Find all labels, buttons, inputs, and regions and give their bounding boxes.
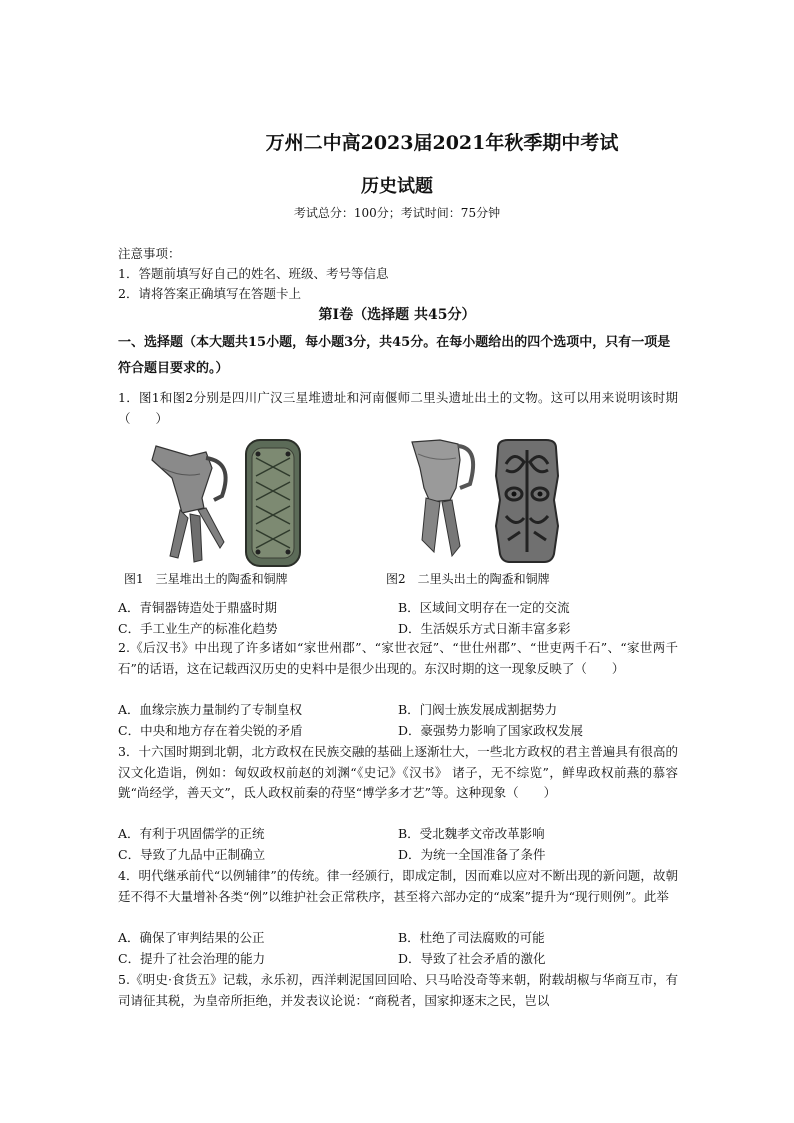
volume-title: 第Ⅰ卷（选择题 共45分） [318,307,476,323]
exam-title: 万州二中高2023届2021年秋季期中考试 [265,132,619,154]
option-b: B．区域间文明存在一定的交流 [398,600,570,615]
option-a: A．血缘宗族力量制约了专制皇权 [118,702,303,717]
question-2-stem: 2.《后汉书》中出现了许多诸如“家世州郡”、“家世衣冠”、“世仕州郡”、“世吏两千石”、“家世两千石”的话语，这在记载西汉历史的史料中是很少出现的。东汉时期的这一现象反映了（ ） [118,640,678,676]
option-d: D．豪强势力影响了国家政权发展 [398,722,584,738]
section-title: 一、选择题（本大题共15小题，每小题3分，共45分。在每小题给出的四个选项中，只有一项是符合题目要求的。） [118,335,671,376]
question-5-stem: 5.《明史·食货五》记载，永乐初，西洋剌泥国回回哈、只马哈没奇等来朝，附载胡椒与华商互市，有司请征其税，为皇帝所拒绝，并发表议论说：“商税者，国家抑逐末之民，岂以 [118,972,678,1008]
exam-info: 考试总分：100分；考试时间：75分钟 [293,206,501,220]
pottery-he-image-2 [400,432,496,566]
note-item: 2．请将答案正确填写在答题卡上 [118,286,301,301]
option-b: B．受北魏孝文帝改革影响 [398,826,545,841]
option-d: D．为统一全国准备了条件 [398,846,546,862]
note-item: 1．答题前填写好自己的姓名、班级、考号等信息 [118,266,389,281]
pottery-he-image-1 [142,438,238,568]
option-d: D．生活娱乐方式日渐丰富多彩 [398,620,571,636]
option-c: C．导致了九品中正制确立 [118,846,266,862]
option-c: C．中央和地方存在着尖锐的矛盾 [118,722,303,738]
option-b: B．杜绝了司法腐败的可能 [398,930,545,945]
option-c: C．提升了社会治理的能力 [118,950,266,966]
option-a: A．青铜器铸造处于鼎盛时期 [118,600,278,615]
notes-heading: 注意事项： [118,246,181,261]
figure-1-caption: 图1 三星堆出土的陶盉和铜牌 [124,572,288,586]
option-b: B．门阀士族发展成割据势力 [398,702,558,717]
question-1-stem: 1．图1和图2分别是四川广汉三星堆遗址和河南偃师二里头遗址出土的文物。这可以用来说明该时期（ ） [118,390,678,426]
question-3-stem: 3．十六国时期到北朝，北方政权在民族交融的基础上逐渐壮大，一些北方政权的君主普遍具有很高的汉文化造诣，例如：匈奴政权前赵的刘渊“《史记》《汉书》 诸子，无不综览”，鲜卑政权前燕的慕容皝“尚经学，善天文”，氐人政权前秦的苻坚“博学多才艺”等。这种现象（ ） [118,744,678,800]
bronze-plaque-image-2 [490,436,564,566]
figure-2-caption: 图2 二里头出土的陶盉和铜牌 [386,572,550,586]
notes-block [118,244,388,304]
option-d: D．导致了社会矛盾的激化 [398,950,546,966]
question-1-options [118,598,678,639]
question-4-options [118,928,678,969]
question-2-options [118,700,678,741]
question-4-stem: 4．明代继承前代“以例辅律”的传统。律一经颁行，即成定制，因而难以应对不断出现的新问题，故朝廷不得不大量增补各类“例”以维护社会正常秩序，甚至将六部办定的“成案”提升为“现行则例”。此举 [118,868,678,904]
bronze-plaque-image-1 [240,436,306,570]
option-a: A．确保了审判结果的公正 [118,930,265,945]
option-a: A．有利于巩固儒学的正统 [118,826,265,841]
option-c: C．手工业生产的标准化趋势 [118,620,278,636]
subject-title: 历史试题 [361,176,433,197]
question-1-figures [118,432,678,592]
question-3-options [118,824,678,865]
